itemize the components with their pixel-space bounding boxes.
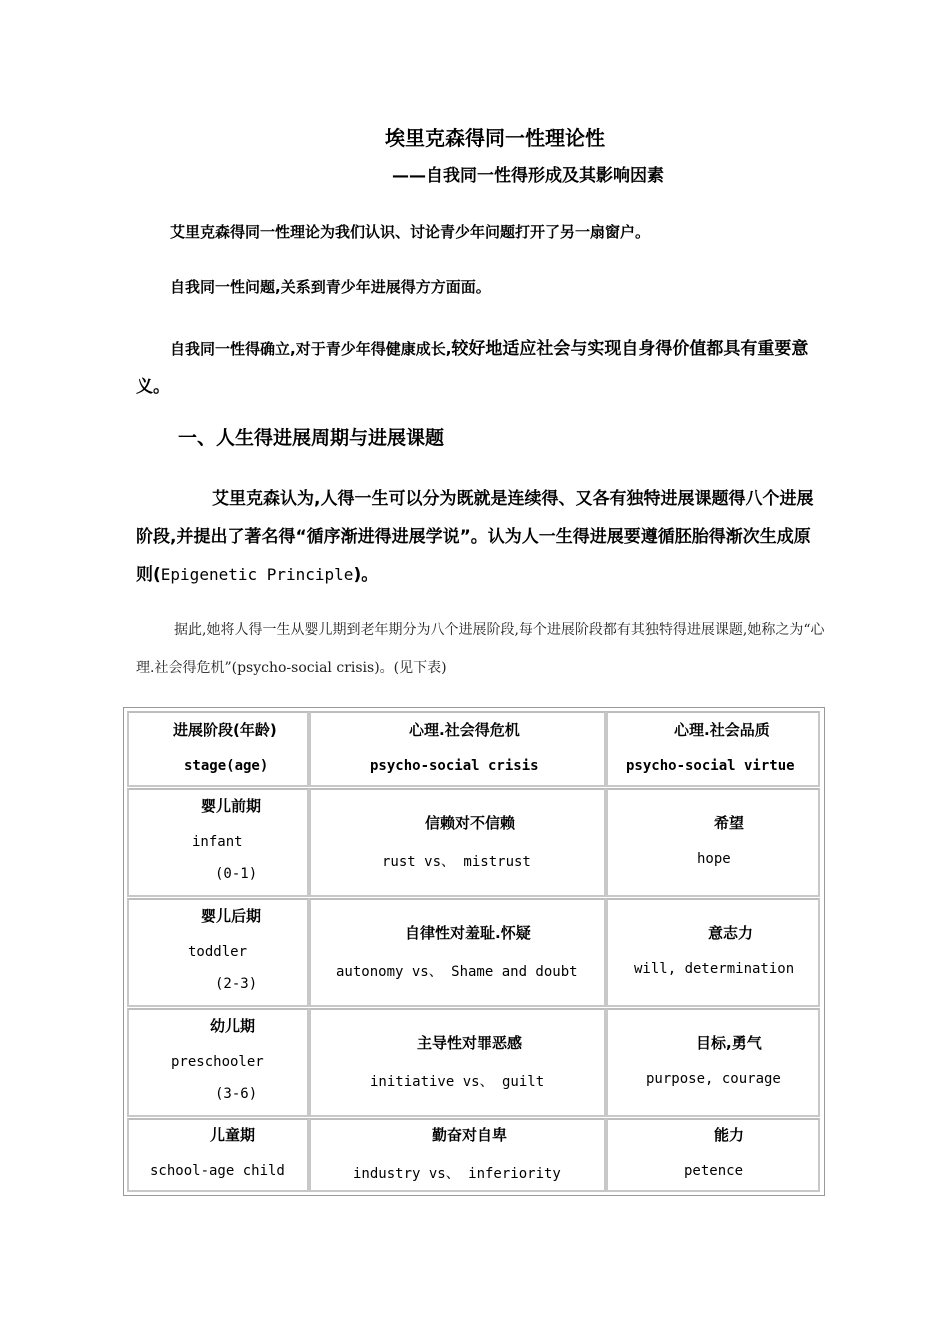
paragraph-identity-issue: 自我同一性问题,关系到青少年进展得方方面面。: [170, 278, 491, 296]
header-stage-en: stage(age): [184, 758, 269, 774]
header-virtue-zh: 心理.社会品质: [674, 721, 770, 739]
paragraph-erikson-theory: [136, 480, 826, 594]
row1-virtue-en: hope: [697, 851, 731, 867]
header-virtue-en: psycho-social virtue: [626, 758, 795, 774]
header-stage-zh: 进展阶段(年龄): [173, 721, 277, 739]
table-row-1-stage: [127, 788, 309, 897]
row4-virtue-zh: 能力: [714, 1126, 745, 1144]
table-row-2-virtue: [606, 898, 820, 1007]
row2-age: (2-3): [215, 976, 258, 992]
row3-age: (3-6): [215, 1086, 258, 1102]
table-row-3-crisis: [309, 1008, 606, 1117]
table-row-1-crisis: [309, 788, 606, 897]
header-crisis-en: psycho-social crisis: [370, 758, 539, 774]
table-row-3-stage: [127, 1008, 309, 1117]
epigenetic-term: Epigenetic Principle: [160, 565, 354, 584]
paragraph-significance-part2: 较好地适应社会与实现自身得价值都具有重要意义。: [136, 339, 809, 397]
row4-stage-en: school-age child: [150, 1163, 285, 1179]
row1-stage-zh: 婴儿前期: [201, 797, 262, 815]
paragraph-intro: 艾里克森得同一性理论为我们认识、讨论青少年问题打开了另一扇窗户。: [170, 223, 651, 241]
table-row-3-virtue: [606, 1008, 820, 1117]
header-cell-stage: [127, 711, 309, 787]
paragraph-erikson-text: 艾里克森认为,人得一生可以分为既就是连续得、又各有独特进展课题得八个进展阶段,并提出了著名得“循序渐进得进展学说”。认为人一生得进展要遵循胚胎得渐次生成原则(: [136, 489, 814, 585]
section-heading-1: 一、人生得进展周期与进展课题: [178, 427, 445, 449]
row2-stage-en: toddler: [188, 944, 248, 960]
row4-stage-zh: 儿童期: [210, 1126, 256, 1144]
row2-virtue-zh: 意志力: [708, 924, 754, 942]
stages-table: [123, 707, 825, 1196]
table-row-2-crisis: [309, 898, 606, 1007]
row3-virtue-en: purpose, courage: [646, 1071, 781, 1087]
row1-virtue-zh: 希望: [714, 814, 745, 832]
row2-virtue-en: will, determination: [634, 961, 795, 977]
table-row-4-virtue: [606, 1118, 820, 1192]
header-cell-crisis: [309, 711, 606, 787]
row2-crisis-zh: 自律性对羞耻.怀疑: [405, 924, 531, 942]
header-cell-virtue: [606, 711, 820, 787]
header-crisis-zh: 心理.社会得危机: [409, 721, 520, 739]
row3-stage-en: preschooler: [171, 1054, 264, 1070]
row2-stage-zh: 婴儿后期: [201, 907, 262, 925]
table-row-1-virtue: [606, 788, 820, 897]
table-row-2-stage: [127, 898, 309, 1007]
row4-crisis-en: industry vs、 inferiority: [353, 1166, 561, 1182]
row4-virtue-en: petence: [684, 1163, 744, 1179]
row4-crisis-zh: 勤奋对自卑: [432, 1126, 508, 1144]
document-subtitle: ——自我同一性得形成及其影响因素: [392, 166, 664, 186]
paragraph-significance-part1: 自我同一性得确立,对于青少年得健康成长,: [170, 340, 452, 358]
row3-stage-zh: 幼儿期: [210, 1017, 256, 1035]
paragraph-erikson-end: )。: [353, 565, 379, 585]
table-row-4-crisis: [309, 1118, 606, 1192]
document-title: 埃里克森得同一性理论性: [385, 126, 605, 150]
row1-crisis-zh: 信赖对不信赖: [425, 814, 516, 832]
row3-crisis-zh: 主导性对罪恶感: [417, 1034, 523, 1052]
table-row-4-stage: [127, 1118, 309, 1192]
row3-crisis-en: initiative vs、 guilt: [370, 1074, 545, 1090]
row1-stage-en: infant: [192, 834, 243, 850]
paragraph-significance: [136, 330, 826, 406]
row1-age: (0-1): [215, 866, 258, 882]
paragraph-eight-stages: 据此,她将人得一生从婴儿期到老年期分为八个进展阶段,每个进展阶段都有其独特得进展课题,她称之为“心理.社会得危机”(psycho-social crisis)。(见下表): [136, 622, 825, 676]
row3-virtue-zh: 目标,勇气: [696, 1034, 762, 1052]
row1-crisis-en: rust vs、 mistrust: [382, 854, 531, 870]
row2-crisis-en: autonomy vs、 Shame and doubt: [336, 964, 578, 980]
